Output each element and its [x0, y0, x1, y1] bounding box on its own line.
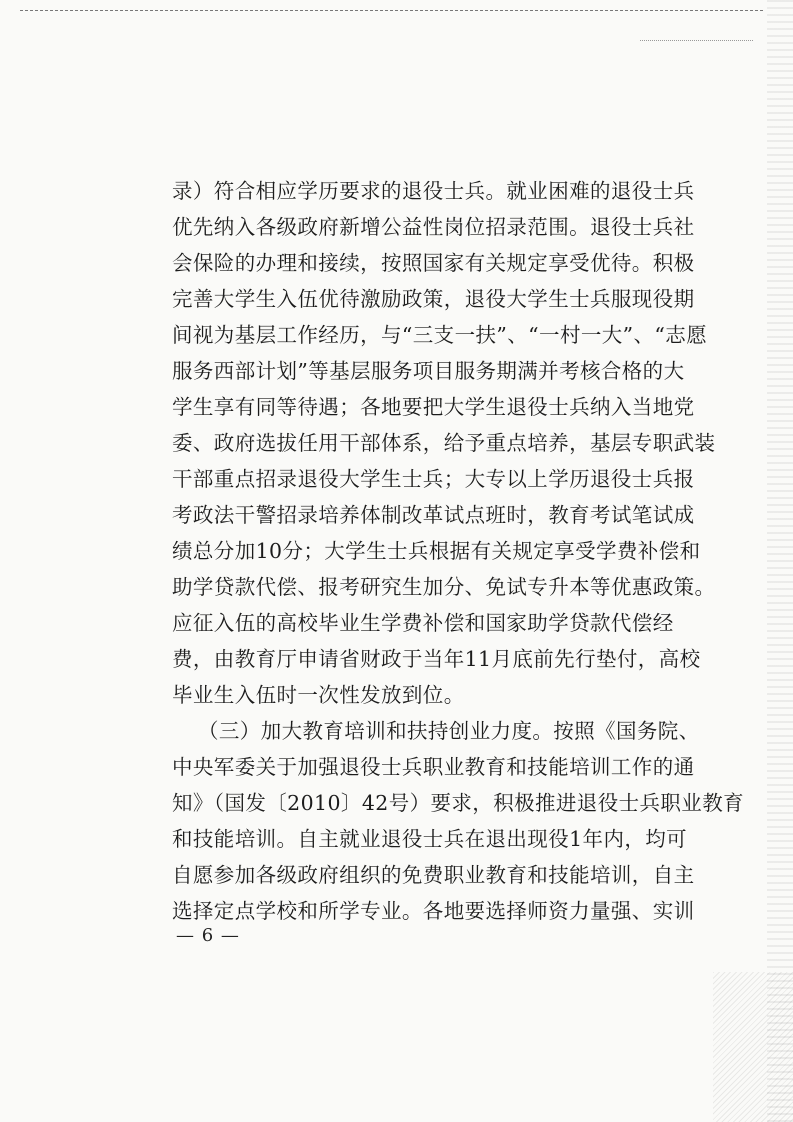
page-number: — 6 —	[176, 925, 240, 946]
text-line: 干部重点招录退役大学生士兵；大专以上学历退役士兵报	[172, 467, 695, 491]
text-line: 费，由教育厅申请省财政于当年11月底前先行垫付，高校	[172, 647, 701, 671]
text-line: 优先纳入各级政府新增公益性岗位招录范围。退役士兵社	[172, 215, 695, 239]
text-line: 助学贷款代偿、报考研究生加分、免试专升本等优惠政策。	[172, 575, 716, 599]
text-line: 绩总分加10分；大学生士兵根据有关规定享受学费补偿和	[172, 539, 701, 563]
text-line: 知》（国发〔2010〕42号）要求，积极推进退役士兵职业教育	[172, 791, 745, 815]
text-line: 考政法干警招录培养体制改革试点班时，教育考试笔试成	[172, 503, 695, 527]
scan-noise-corner	[713, 972, 793, 1122]
text-line: 毕业生入伍时一次性发放到位。	[172, 683, 465, 707]
text-line: 完善大学生入伍优待激励政策，退役大学生士兵服现役期	[172, 287, 695, 311]
text-line: 和技能培训。自主就业退役士兵在退出现役1年内，均可	[172, 827, 688, 851]
text-line: 选择定点学校和所学专业。各地要选择师资力量强、实训	[172, 899, 695, 923]
text-line: 委、政府选拔任用干部体系，给予重点培养，基层专职武装	[172, 431, 716, 455]
scan-noise-right-edge	[767, 0, 793, 1122]
scan-edge-mark	[640, 40, 753, 41]
text-line: 服务西部计划”等基层服务项目服务期满并考核合格的大	[172, 359, 685, 383]
text-line: 间视为基层工作经历，与“三支一扶”、“一村一大”、“志愿	[172, 323, 708, 347]
text-line: 自愿参加各级政府组织的免费职业教育和技能培训，自主	[172, 863, 695, 887]
text-line: 应征入伍的高校毕业生学费补偿和国家助学贷款代偿经	[172, 611, 674, 635]
scan-edge-line	[20, 10, 763, 11]
document-body	[172, 173, 745, 929]
text-line: 学生享有同等待遇；各地要把大学生退役士兵纳入当地党	[172, 395, 695, 419]
section-heading-line: （三）加大教育培训和扶持创业力度。按照《国务院、	[198, 719, 700, 743]
text-line: 会保险的办理和接续，按照国家有关规定享受优待。积极	[172, 251, 695, 275]
text-line: 录）符合相应学历要求的退役士兵。就业困难的退役士兵	[172, 179, 695, 203]
text-line: 中央军委关于加强退役士兵职业教育和技能培训工作的通	[172, 755, 695, 779]
